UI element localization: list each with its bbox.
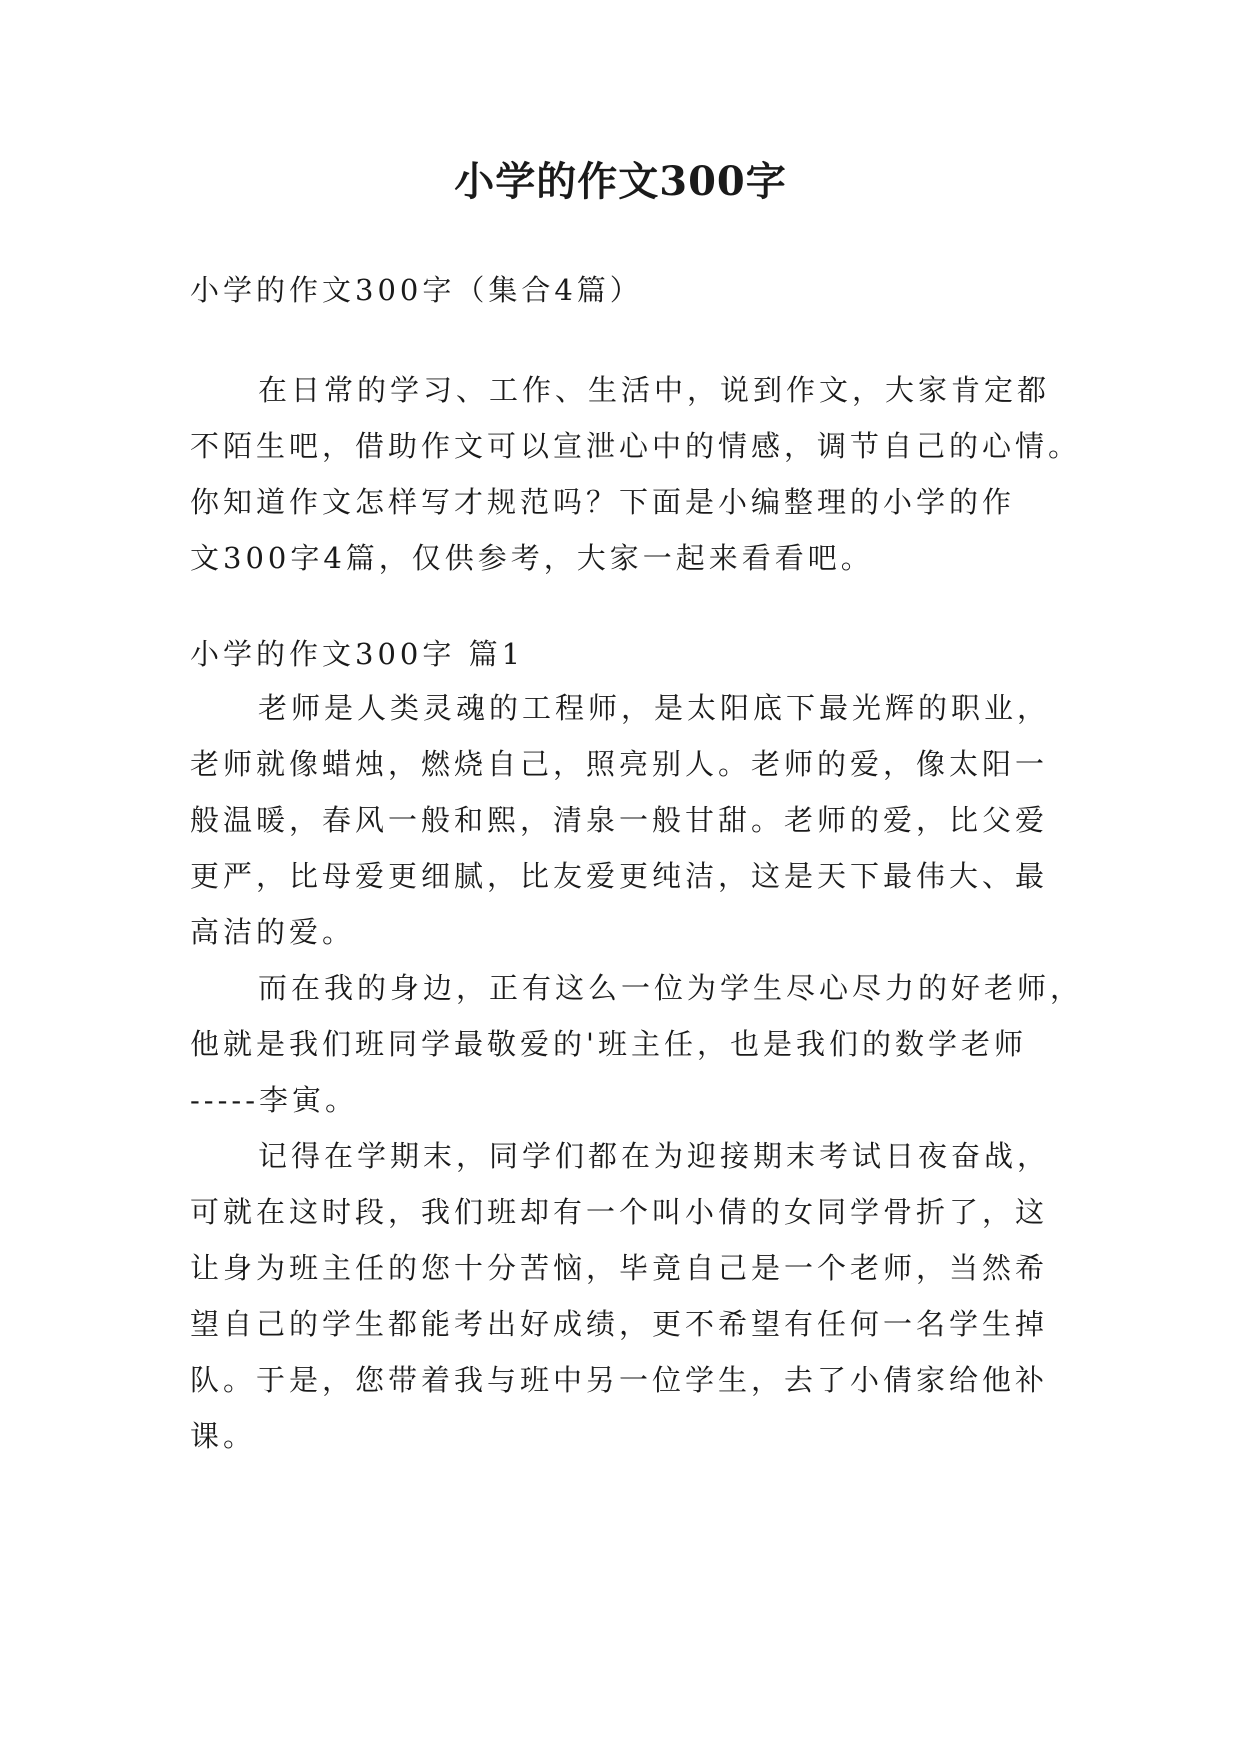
paragraph2-line-1: 而在我的身边，正有这么一位为学生尽心尽力的好老师， [258, 971, 1084, 1005]
intro-line-4: 文300字4篇，仅供参考，大家一起来看看吧。 [190, 541, 874, 575]
paragraph2-line-2: 他就是我们班同学最敬爱的'班主任，也是我们的数学老师 [190, 1027, 1027, 1061]
intro-line-2: 不陌生吧，借助作文可以宣泄心中的情感，调节自己的心情。 [190, 429, 1082, 463]
paragraph1-line-4: 更严，比母爱更细腻，比友爱更纯洁，这是天下最伟大、最 [190, 859, 1049, 893]
paragraph3-line-4: 望自己的学生都能考出好成绩，更不希望有任何一名学生掉 [190, 1307, 1049, 1341]
document-subtitle: 小学的作文300字（集合4篇） [190, 273, 643, 307]
section-heading: 小学的作文300字 篇1 [190, 637, 525, 671]
paragraph3-line-6: 课。 [190, 1419, 257, 1453]
paragraph1-line-3: 般温暖，春风一般和熙，清泉一般甘甜。老师的爱，比父爱 [190, 803, 1049, 837]
paragraph3-line-1: 记得在学期末，同学们都在为迎接期末考试日夜奋战， [258, 1139, 1051, 1173]
paragraph3-line-2: 可就在这时段，我们班却有一个叫小倩的女同学骨折了，这 [190, 1195, 1049, 1229]
paragraph2-line-3: -----李寅。 [190, 1083, 358, 1117]
paragraph1-line-1: 老师是人类灵魂的工程师，是太阳底下最光辉的职业， [258, 691, 1051, 725]
intro-line-1: 在日常的学习、工作、生活中，说到作文，大家肯定都 [258, 373, 1051, 407]
paragraph1-line-2: 老师就像蜡烛，燃烧自己，照亮别人。老师的爱，像太阳一 [190, 747, 1049, 781]
intro-line-3: 你知道作文怎样写才规范吗？下面是小编整理的小学的作 [190, 485, 1016, 519]
paragraph3-line-3: 让身为班主任的您十分苦恼，毕竟自己是一个老师，当然希 [190, 1251, 1049, 1285]
paragraph1-line-5: 高洁的爱。 [190, 915, 356, 949]
paragraph3-line-5: 队。于是，您带着我与班中另一位学生，去了小倩家给他补 [190, 1363, 1049, 1397]
document-title: 小学的作文300字 [454, 158, 787, 205]
